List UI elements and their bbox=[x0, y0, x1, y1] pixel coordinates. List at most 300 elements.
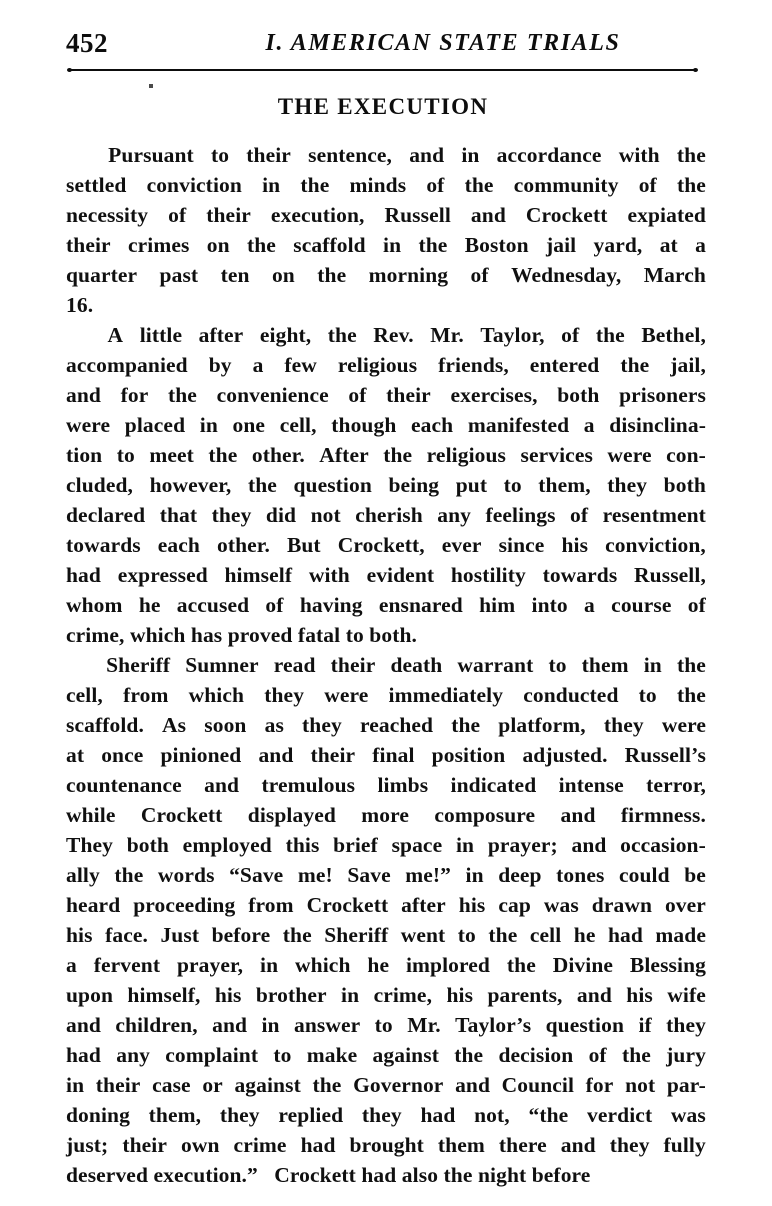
word: displayed bbox=[247, 803, 336, 827]
word: scaffold bbox=[293, 233, 366, 257]
word: face. bbox=[105, 923, 148, 947]
word: brother bbox=[255, 983, 327, 1007]
word: decision bbox=[498, 1043, 574, 1067]
word: with bbox=[308, 563, 350, 587]
word: his bbox=[214, 983, 242, 1007]
word: prayer; bbox=[487, 833, 558, 857]
word: Sumner bbox=[185, 653, 259, 677]
word: whom bbox=[66, 593, 123, 617]
text-line bbox=[66, 740, 706, 770]
word: in bbox=[66, 1073, 85, 1097]
word: tremulous bbox=[261, 773, 356, 797]
text-line bbox=[66, 650, 706, 680]
word: they bbox=[361, 1103, 402, 1127]
word: having bbox=[299, 593, 363, 617]
word: of bbox=[638, 173, 657, 197]
word: tion bbox=[66, 443, 103, 467]
word: parents, bbox=[487, 983, 563, 1007]
word: of bbox=[168, 203, 187, 227]
word: a bbox=[583, 413, 595, 437]
word: their bbox=[310, 743, 356, 767]
word: answer bbox=[293, 1013, 361, 1037]
word: position bbox=[431, 743, 506, 767]
word: Russell bbox=[384, 203, 451, 227]
word: and bbox=[66, 1013, 101, 1037]
text-line bbox=[66, 950, 706, 980]
word: against bbox=[372, 1043, 439, 1067]
word: crime, bbox=[373, 983, 433, 1007]
word: on bbox=[206, 233, 230, 257]
word: the bbox=[488, 923, 518, 947]
word: Bethel, bbox=[641, 323, 706, 347]
word: he bbox=[138, 593, 161, 617]
word: each bbox=[157, 533, 200, 557]
word: crime bbox=[233, 1133, 287, 1157]
word: in bbox=[262, 173, 281, 197]
word: which bbox=[188, 683, 245, 707]
word: of bbox=[687, 593, 706, 617]
word: was bbox=[670, 1103, 706, 1127]
word: if bbox=[638, 1013, 652, 1037]
word: the bbox=[114, 863, 144, 887]
word: to bbox=[116, 443, 135, 467]
text-line bbox=[66, 200, 706, 230]
word: and bbox=[560, 1133, 596, 1157]
word: in bbox=[260, 953, 279, 977]
word: limbs bbox=[377, 773, 429, 797]
word: the bbox=[676, 653, 706, 677]
word: make bbox=[306, 1043, 358, 1067]
word: accused bbox=[176, 593, 250, 617]
word: by bbox=[208, 353, 232, 377]
word: from bbox=[123, 683, 169, 707]
text-line bbox=[66, 470, 706, 500]
word: the bbox=[418, 233, 448, 257]
word: cell, bbox=[279, 413, 317, 437]
word: to bbox=[548, 653, 567, 677]
word: disinclina- bbox=[609, 413, 706, 437]
paragraph-indent bbox=[66, 320, 91, 350]
text-line bbox=[66, 860, 706, 890]
word: proceeding bbox=[133, 893, 236, 917]
word: A bbox=[107, 323, 124, 347]
word: case bbox=[152, 1073, 191, 1097]
word: they bbox=[211, 503, 252, 527]
header-rule-bar bbox=[71, 69, 694, 71]
text-line bbox=[66, 980, 706, 1010]
header-rule bbox=[67, 68, 698, 72]
word: me! bbox=[297, 863, 333, 887]
text-line bbox=[66, 830, 706, 860]
word: against bbox=[234, 1073, 301, 1097]
word: read bbox=[273, 653, 316, 677]
word: space bbox=[391, 833, 443, 857]
word: for bbox=[585, 1073, 614, 1097]
word: and bbox=[571, 833, 607, 857]
text-line bbox=[66, 380, 706, 410]
text-line bbox=[66, 800, 706, 830]
word: to bbox=[503, 473, 522, 497]
word: They bbox=[66, 833, 113, 857]
word: the bbox=[300, 173, 330, 197]
text-line bbox=[66, 260, 706, 290]
word: doning bbox=[66, 1103, 130, 1127]
word: Pursuant bbox=[108, 143, 194, 167]
word: As bbox=[162, 713, 187, 737]
word: terror, bbox=[646, 773, 706, 797]
word: placed bbox=[124, 413, 186, 437]
word: his bbox=[458, 893, 486, 917]
word: intense bbox=[558, 773, 624, 797]
word: Mr. bbox=[407, 1013, 441, 1037]
word: verdict bbox=[587, 1103, 653, 1127]
word: and bbox=[455, 1073, 491, 1097]
word: himself bbox=[224, 563, 293, 587]
word: at bbox=[659, 233, 678, 257]
word: ever bbox=[441, 533, 482, 557]
word: of bbox=[348, 383, 367, 407]
paragraph-1 bbox=[66, 140, 706, 320]
word: heard bbox=[66, 893, 121, 917]
word: Crockett bbox=[525, 203, 608, 227]
word: fully bbox=[663, 1133, 706, 1157]
word: in bbox=[383, 233, 402, 257]
word: the bbox=[208, 443, 238, 467]
word: the bbox=[327, 323, 357, 347]
word: religious bbox=[426, 443, 507, 467]
word: necessity bbox=[66, 203, 149, 227]
word: had bbox=[300, 1133, 336, 1157]
word: the bbox=[247, 473, 277, 497]
word: complaint bbox=[165, 1043, 259, 1067]
word: were bbox=[607, 443, 652, 467]
word: after bbox=[401, 893, 446, 917]
text-line: 16. bbox=[66, 293, 94, 317]
word: a bbox=[66, 953, 77, 977]
text-line bbox=[66, 320, 706, 350]
word: children, bbox=[115, 1013, 198, 1037]
word: Wednesday, bbox=[511, 263, 622, 287]
word: once bbox=[101, 743, 144, 767]
word: and bbox=[409, 143, 445, 167]
word: did bbox=[265, 503, 297, 527]
word: were bbox=[661, 713, 706, 737]
paragraph-indent bbox=[66, 650, 91, 680]
word: immediately bbox=[388, 683, 504, 707]
word: of bbox=[561, 323, 580, 347]
word: both bbox=[126, 833, 169, 857]
word: a bbox=[695, 233, 706, 257]
word: made bbox=[655, 923, 706, 947]
word: final bbox=[372, 743, 415, 767]
word: conviction bbox=[146, 173, 242, 197]
word: accordance bbox=[496, 143, 602, 167]
word: ally bbox=[66, 863, 100, 887]
word: over bbox=[664, 893, 706, 917]
word: not bbox=[310, 503, 341, 527]
word: not, bbox=[474, 1103, 510, 1127]
word: their bbox=[330, 653, 376, 677]
word: his bbox=[66, 923, 93, 947]
word: was bbox=[543, 893, 579, 917]
word: scaffold. bbox=[66, 713, 144, 737]
word: the bbox=[246, 233, 276, 257]
word: could bbox=[618, 863, 670, 887]
word: cell bbox=[529, 923, 562, 947]
body-text-column bbox=[66, 140, 706, 1190]
text-line bbox=[66, 1100, 706, 1130]
word: at bbox=[66, 743, 85, 767]
word: Mr. bbox=[430, 323, 464, 347]
word: tones bbox=[556, 863, 605, 887]
word: while bbox=[66, 803, 116, 827]
word: Sheriff bbox=[106, 653, 171, 677]
word: evident bbox=[366, 563, 435, 587]
word: his bbox=[561, 533, 589, 557]
word: course bbox=[611, 593, 672, 617]
word: jail, bbox=[670, 353, 706, 377]
text-line bbox=[66, 710, 706, 740]
word: however, bbox=[149, 473, 232, 497]
word: and bbox=[560, 803, 596, 827]
word: jury bbox=[666, 1043, 706, 1067]
word: Taylor, bbox=[480, 323, 545, 347]
word: cap bbox=[498, 893, 531, 917]
word: and bbox=[470, 203, 506, 227]
word: past bbox=[159, 263, 199, 287]
word: in bbox=[455, 833, 475, 857]
word: expiated bbox=[627, 203, 706, 227]
word: occasion- bbox=[620, 833, 706, 857]
word: their bbox=[246, 143, 291, 167]
word: Save bbox=[347, 863, 391, 887]
word: which bbox=[295, 953, 351, 977]
word: just; bbox=[66, 1133, 109, 1157]
word: Crockett bbox=[140, 803, 223, 827]
text-line bbox=[66, 680, 706, 710]
word: they bbox=[666, 1013, 706, 1037]
text-line bbox=[66, 230, 706, 260]
word: this bbox=[285, 833, 320, 857]
word: resentment bbox=[602, 503, 706, 527]
word: any bbox=[437, 503, 472, 527]
word: the bbox=[621, 1043, 651, 1067]
word: Crockett, bbox=[337, 533, 425, 557]
word: they bbox=[609, 1133, 650, 1157]
word: entered bbox=[529, 353, 600, 377]
paragraph-3 bbox=[66, 650, 706, 1190]
word: settled bbox=[66, 173, 127, 197]
word: they bbox=[607, 473, 648, 497]
word: a bbox=[252, 353, 264, 377]
running-head-title: I. AMERICAN STATE TRIALS bbox=[265, 30, 621, 56]
word: had bbox=[420, 1103, 456, 1127]
word: them, bbox=[538, 473, 591, 497]
word: after bbox=[198, 323, 244, 347]
word: Divine bbox=[552, 953, 614, 977]
word: they bbox=[603, 713, 644, 737]
word: Russell, bbox=[634, 563, 706, 587]
word: the bbox=[383, 443, 413, 467]
text-line bbox=[66, 500, 706, 530]
word: other. bbox=[251, 443, 305, 467]
word: meet bbox=[149, 443, 194, 467]
word: himself, bbox=[127, 983, 201, 1007]
word: accompanied bbox=[66, 353, 188, 377]
word: conducted bbox=[523, 683, 619, 707]
word: Crockett bbox=[306, 893, 389, 917]
word: death bbox=[390, 653, 443, 677]
word: cherish bbox=[355, 503, 423, 527]
word: brought bbox=[349, 1133, 424, 1157]
page-number: 452 bbox=[66, 28, 108, 58]
word: the bbox=[506, 953, 536, 977]
word: the bbox=[595, 323, 625, 347]
section-heading: THE EXECUTION bbox=[277, 94, 489, 119]
word: in bbox=[199, 413, 218, 437]
word: him bbox=[479, 593, 516, 617]
word: to bbox=[374, 1013, 393, 1037]
word: from bbox=[248, 893, 294, 917]
text-line bbox=[66, 1010, 706, 1040]
word: Sheriff bbox=[324, 923, 389, 947]
word: as bbox=[264, 713, 284, 737]
word: fervent bbox=[93, 953, 161, 977]
word: religious bbox=[337, 353, 418, 377]
text-line bbox=[66, 1070, 706, 1100]
word: conviction, bbox=[605, 533, 706, 557]
running-head bbox=[66, 26, 700, 60]
word: yard, bbox=[593, 233, 643, 257]
word: manifested bbox=[467, 413, 570, 437]
word: one bbox=[232, 413, 266, 437]
word: in bbox=[341, 983, 360, 1007]
word: exercises, bbox=[450, 383, 538, 407]
word: any bbox=[116, 1043, 150, 1067]
word: before bbox=[211, 923, 271, 947]
word: Council bbox=[501, 1073, 575, 1097]
word: sentence, bbox=[308, 143, 393, 167]
word: Blessing bbox=[629, 953, 706, 977]
word: warrant bbox=[457, 653, 534, 677]
word: in bbox=[261, 1013, 280, 1037]
word: services bbox=[520, 443, 593, 467]
word: Just bbox=[160, 923, 200, 947]
word: the bbox=[312, 1073, 342, 1097]
word: replied bbox=[278, 1103, 344, 1127]
word: hostility bbox=[450, 563, 526, 587]
word: little bbox=[139, 323, 183, 347]
word: to bbox=[210, 143, 230, 167]
word: Rev. bbox=[373, 323, 414, 347]
word: few bbox=[284, 353, 317, 377]
word: morning bbox=[368, 263, 449, 287]
word: of bbox=[570, 503, 589, 527]
word: to bbox=[457, 923, 476, 947]
text-line bbox=[66, 140, 706, 170]
word: though bbox=[331, 413, 397, 437]
word: execution, bbox=[270, 203, 365, 227]
word: being bbox=[388, 473, 440, 497]
word: words bbox=[157, 863, 215, 887]
word: the bbox=[620, 353, 650, 377]
word: soon bbox=[204, 713, 247, 737]
ink-speck-artifact bbox=[149, 84, 153, 88]
word: be bbox=[684, 863, 706, 887]
word: the bbox=[676, 173, 706, 197]
text-line bbox=[66, 590, 706, 620]
word: cluded, bbox=[66, 473, 134, 497]
word: more bbox=[361, 803, 410, 827]
word: quarter bbox=[66, 263, 138, 287]
word: their bbox=[206, 203, 251, 227]
text-line bbox=[66, 890, 706, 920]
word: deep bbox=[498, 863, 542, 887]
word: adjusted. bbox=[522, 743, 608, 767]
text-line bbox=[66, 410, 706, 440]
word: Governor bbox=[353, 1073, 444, 1097]
paragraph-indent bbox=[66, 140, 91, 170]
word: with bbox=[618, 143, 660, 167]
word: feelings bbox=[485, 503, 556, 527]
word: in bbox=[461, 143, 480, 167]
word: not bbox=[625, 1073, 656, 1097]
text-line bbox=[66, 1040, 706, 1070]
word: a bbox=[584, 593, 595, 617]
word: his bbox=[446, 983, 474, 1007]
word: both bbox=[557, 383, 600, 407]
text-line bbox=[66, 440, 706, 470]
word: each bbox=[411, 413, 454, 437]
text-line bbox=[66, 770, 706, 800]
word: drawn bbox=[591, 893, 652, 917]
word: went bbox=[400, 923, 446, 947]
word: of bbox=[426, 173, 445, 197]
word: ten bbox=[220, 263, 250, 287]
word: and bbox=[204, 773, 240, 797]
text-line bbox=[66, 920, 706, 950]
word: in bbox=[465, 863, 484, 887]
word: reached bbox=[359, 713, 434, 737]
word: composure bbox=[434, 803, 536, 827]
word: “the bbox=[528, 1103, 569, 1127]
word: and bbox=[66, 383, 101, 407]
word: his bbox=[626, 983, 653, 1007]
text-line: deserved execution.” Crockett had also the night before bbox=[66, 1163, 591, 1187]
word: their bbox=[66, 233, 111, 257]
word: eight, bbox=[259, 323, 312, 347]
word: for bbox=[120, 383, 149, 407]
text-line bbox=[66, 530, 706, 560]
word: towards bbox=[66, 533, 141, 557]
word: their bbox=[95, 1073, 141, 1097]
paragraph-2 bbox=[66, 320, 706, 650]
word: the bbox=[676, 683, 706, 707]
word: into bbox=[531, 593, 568, 617]
word: their bbox=[386, 383, 431, 407]
word: towards bbox=[542, 563, 618, 587]
word: friends, bbox=[438, 353, 509, 377]
header-rule-right-cap bbox=[693, 68, 698, 72]
word: were bbox=[66, 413, 111, 437]
word: declared bbox=[66, 503, 146, 527]
word: they bbox=[302, 713, 342, 737]
word: minds bbox=[349, 173, 407, 197]
text-line: crime, which has proved fatal to both. bbox=[66, 623, 417, 647]
word: in bbox=[643, 653, 662, 677]
word: community bbox=[513, 173, 619, 197]
word: the bbox=[167, 383, 197, 407]
